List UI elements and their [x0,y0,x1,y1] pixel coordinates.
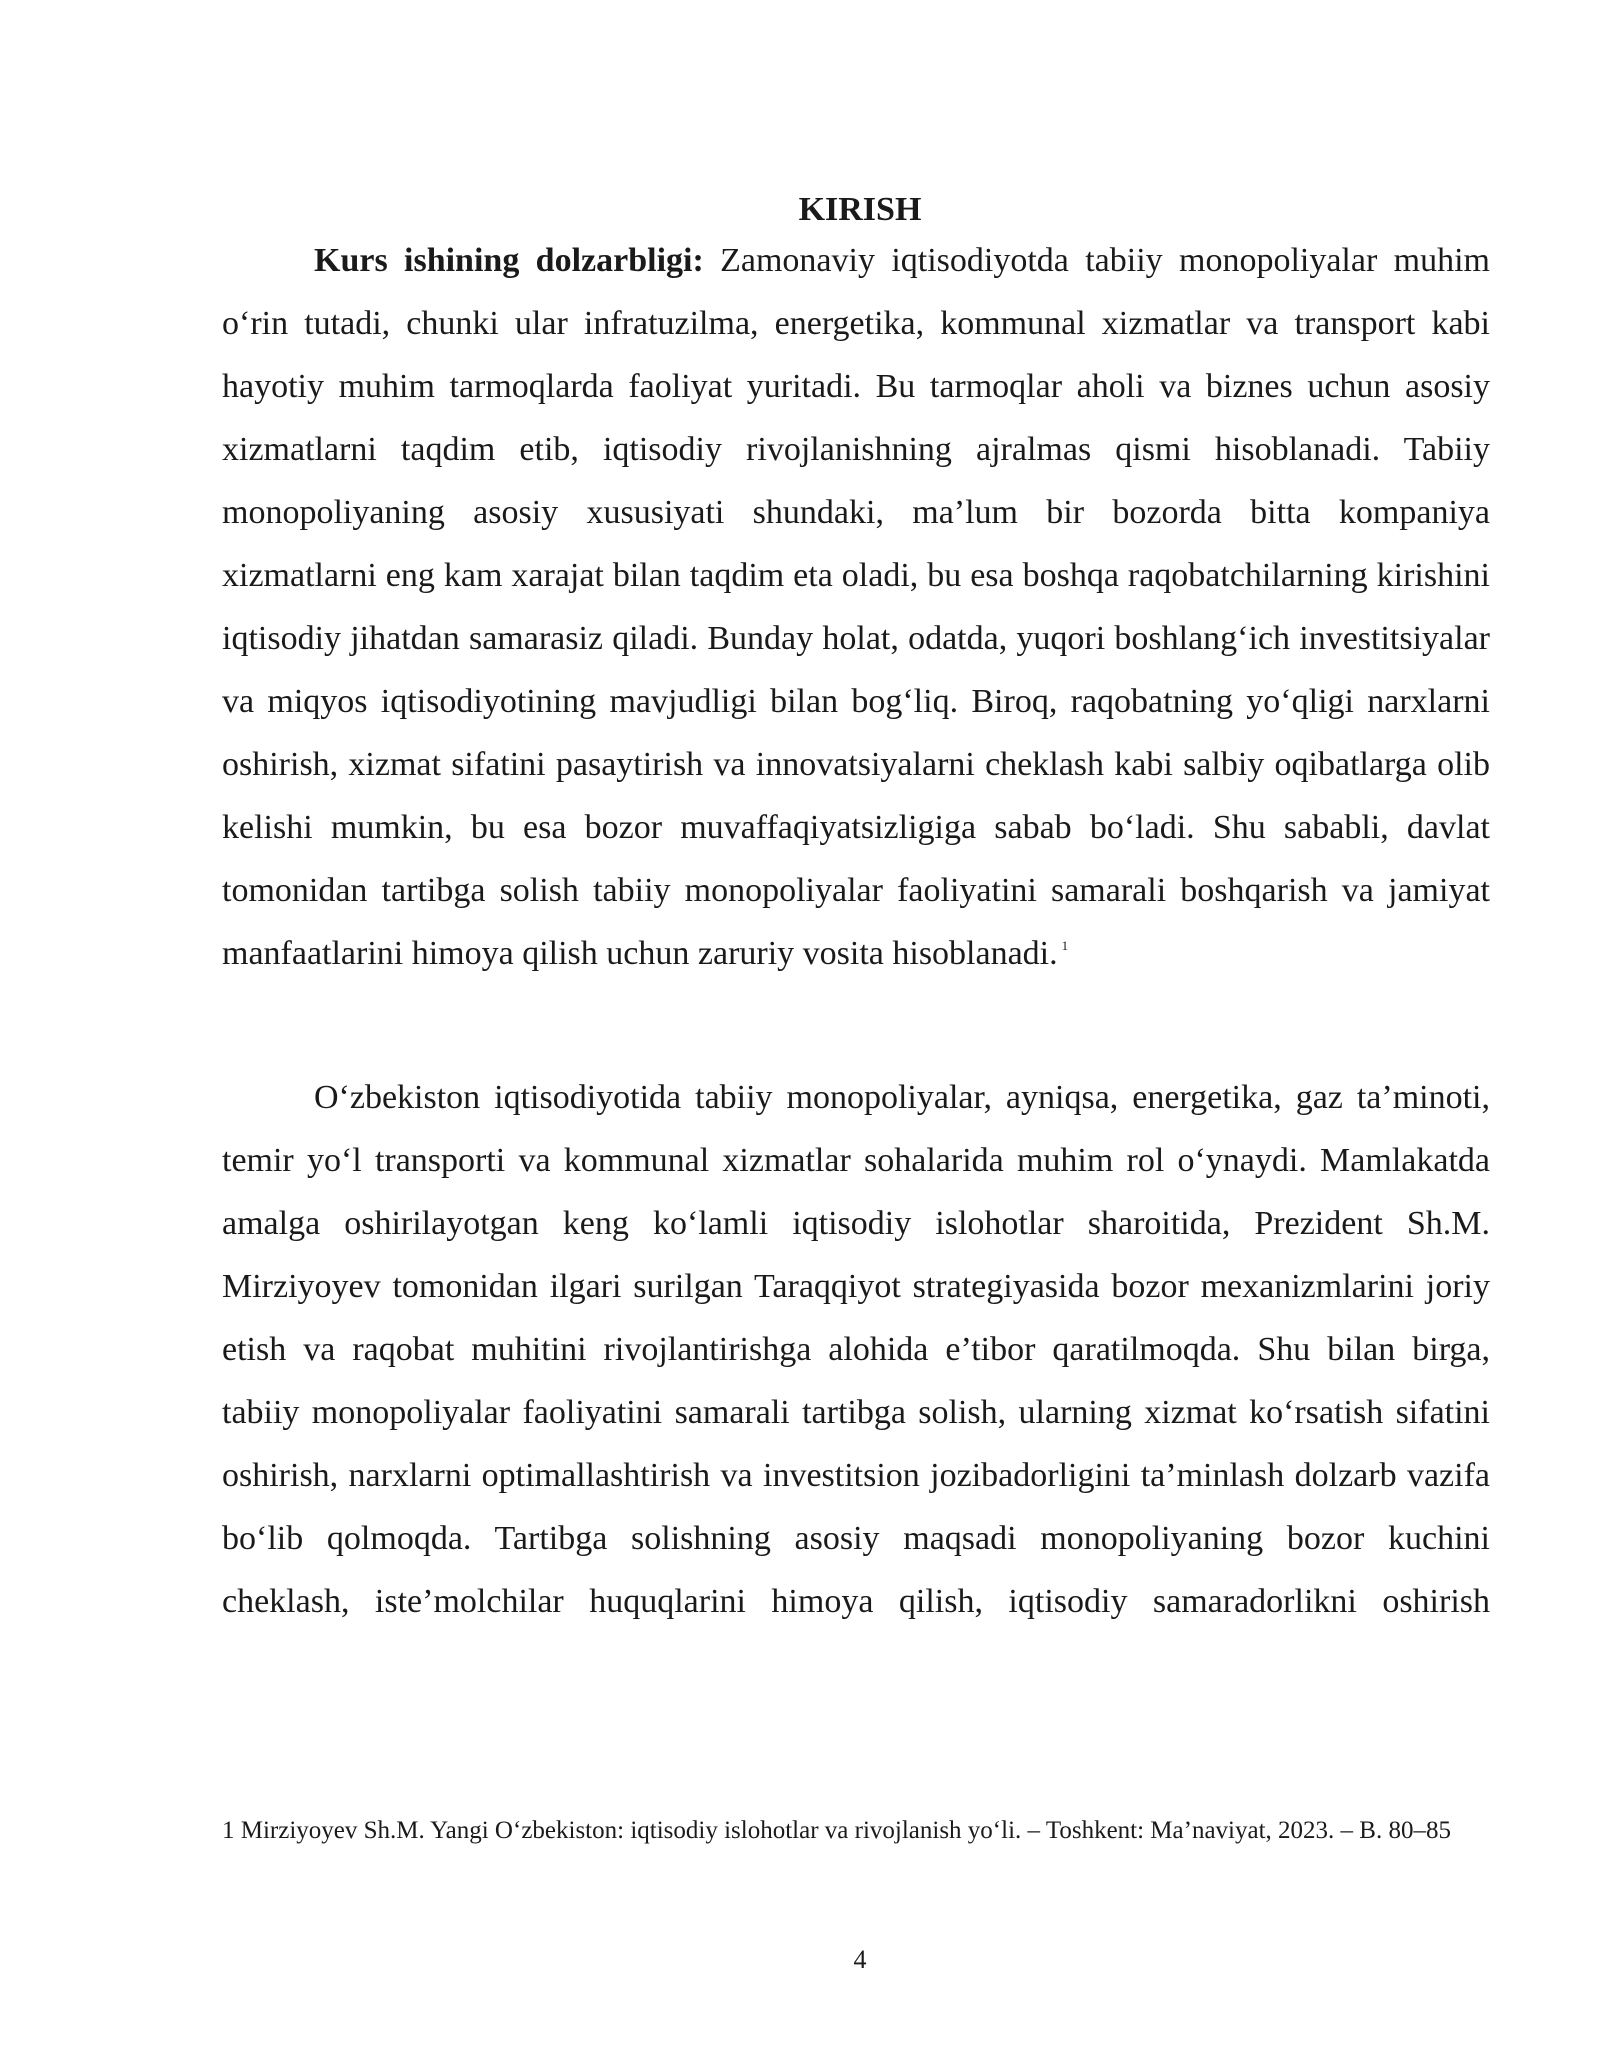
footnote-reference[interactable]: 1 [1061,938,1069,953]
paragraph-text: O‘zbekiston iqtisodiyotida tabiiy monopoliyalar, ayniqsa, energetika, gaz ta’minoti, temir yo‘l transporti va kommunal xizmatlar sohalarida muhim rol o‘ynaydi. Mamlakatda amalga oshirilayotgan keng ko‘lamli iqtisodiy islohotlar sharoitida, Prezident Sh.M. Mirziyoyev tomonidan ilgari surilgan Taraqqiyot strategiyasida bozor mexanizmlarini joriy etish va raqobat muhitini rivojlantirishga alohida e’tibor qaratilmoqda. Shu bilan birga, tabiiy monopoliyalar faoliyatini samarali tartibga solish, ularning xizmat ko‘rsatish sifatini oshirish, narxlarni optimallashtirish va investitsion jozibadorligini ta’minlash dolzarb vazifa bo‘lib qolmoqda. Tartibga solishning asosiy maqsadi monopoliyaning bozor kuchini cheklash, iste’molchilar huquqlarini himoya qilish, iqtisodiy samaradorlikni oshirish [222,1079,1490,1620]
paragraph-lead: Kurs ishining dolzarbligi: [314,242,704,279]
paragraph-relevance [222,229,1490,985]
paragraph-text: Zamonaviy iqtisodiyotda tabiiy monopoliyalar muhim o‘rin tutadi, chunki ular infratuzilma, energetika, kommunal xizmatlar va transport kabi hayotiy muhim tarmoqlarda faoliyat yuritadi. Bu tarmoqlar aholi va biznes uchun asosiy xizmatlarni taqdim etib, iqtisodiy rivojlanishning ajralmas qismi hisoblanadi. Tabiiy monopoliyaning asosiy xususiyati shundaki, ma’lum bir bozorda bitta kompaniya xizmatlarni eng kam xarajat bilan taqdim eta oladi, bu esa boshqa raqobatchilarning kirishini iqtisodiy jihatdan samarasiz qiladi. Bunday holat, odatda, yuqori boshlang‘ich investitsiyalar va miqyos iqtisodiyotining mavjudligi bilan bog‘liq. Biroq, raqobatning yo‘qligi narxlarni oshirish, xizmat sifatini pasaytirish va innovatsiyalarni cheklash kabi salbiy oqibatlarga olib kelishi mumkin, bu esa bozor muvaffaqiyatsizligiga sabab bo‘ladi. Shu sababli, davlat tomonidan tartibga solish tabiiy monopoliyalar faoliyatini samarali boshqarish va jamiyat manfaatlarini himoya qilish uchun zaruriy vosita hisoblanadi. [222,242,1490,972]
page-number: 4 [853,1945,867,1974]
paragraph-uzbekistan [222,1066,1490,1633]
section-title: KIRISH [798,191,922,228]
footnote: 1 Mirziyoyev Sh.M. Yangi O‘zbekiston: iqtisodiy islohotlar va rivojlanish yo‘li. – Toshkent: Ma’naviyat, 2023. – B. 80–85 [222,1817,1451,1844]
